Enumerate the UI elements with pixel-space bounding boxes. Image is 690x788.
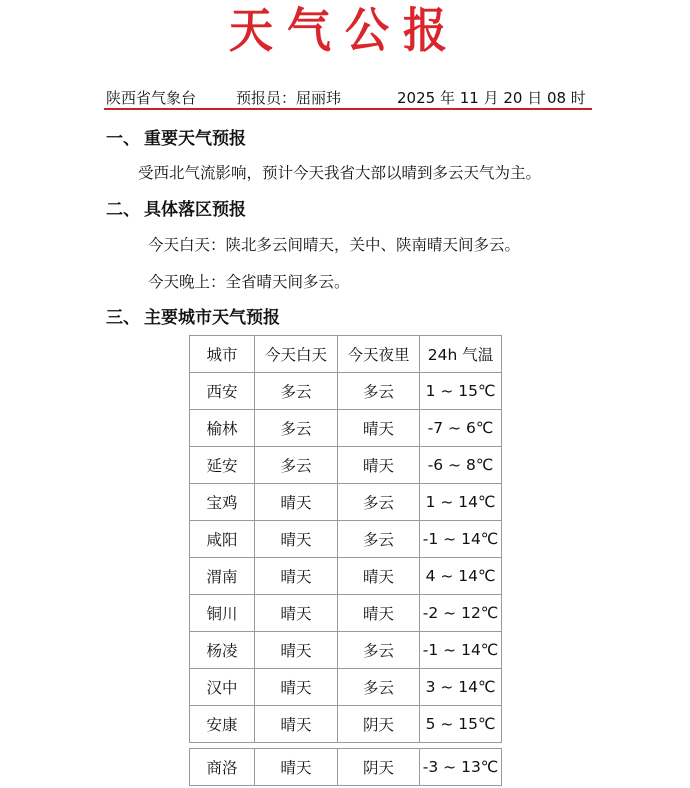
- section-heading-important: [106, 128, 246, 150]
- table-row: [190, 558, 502, 595]
- temperature-range: 4 ~ 14℃: [420, 558, 502, 595]
- issuing-organization: 陕西省气象台: [106, 89, 197, 107]
- issue-datetime: 2025 年 11 月 20 日 08 时: [397, 89, 586, 107]
- night-weather: 多云: [338, 373, 420, 410]
- document-title: 天气公报: [229, 3, 461, 60]
- night-weather: 晴天: [338, 558, 420, 595]
- daytime-weather: 晴天: [255, 706, 338, 743]
- section-heading-area: [106, 199, 246, 221]
- table-row: [190, 373, 502, 410]
- daytime-weather: 晴天: [255, 632, 338, 669]
- important-forecast-text: 受西北气流影响，预计今天我省大部以晴到多云天气为主。: [138, 164, 542, 182]
- city-name: 西安: [190, 373, 255, 410]
- night-weather: 多云: [338, 632, 420, 669]
- temperature-range: 1 ~ 15℃: [420, 373, 502, 410]
- city-name: 榆林: [190, 410, 255, 447]
- header-daytime: 今天白天: [255, 336, 338, 373]
- night-weather: 阴天: [338, 749, 420, 786]
- table-row: [190, 632, 502, 669]
- section-title: 具体落区预报: [144, 200, 246, 220]
- night-weather: 晴天: [338, 447, 420, 484]
- temperature-range: 5 ~ 15℃: [420, 706, 502, 743]
- daytime-weather: 晴天: [255, 521, 338, 558]
- city-name: 杨凌: [190, 632, 255, 669]
- temperature-range: -6 ~ 8℃: [420, 447, 502, 484]
- temperature-range: -7 ~ 6℃: [420, 410, 502, 447]
- table-row: [190, 669, 502, 706]
- city-name: 延安: [190, 447, 255, 484]
- section-title: 重要天气预报: [144, 129, 246, 149]
- temperature-range: -1 ~ 14℃: [420, 632, 502, 669]
- daytime-weather: 多云: [255, 410, 338, 447]
- daytime-weather: 多云: [255, 373, 338, 410]
- table-row: [190, 749, 502, 786]
- table-row: [190, 410, 502, 447]
- temperature-range: -1 ~ 14℃: [420, 521, 502, 558]
- temperature-range: -3 ~ 13℃: [420, 749, 502, 786]
- header-temperature: 24h 气温: [420, 336, 502, 373]
- daytime-weather: 晴天: [255, 669, 338, 706]
- table-row: [190, 484, 502, 521]
- city-name: 商洛: [190, 749, 255, 786]
- night-weather: 晴天: [338, 410, 420, 447]
- city-name: 铜川: [190, 595, 255, 632]
- header-night: 今天夜里: [338, 336, 420, 373]
- city-forecast-table: [189, 335, 502, 743]
- city-name: 汉中: [190, 669, 255, 706]
- temperature-range: -2 ~ 12℃: [420, 595, 502, 632]
- night-weather: 晴天: [338, 595, 420, 632]
- table-row: [190, 447, 502, 484]
- temperature-range: 1 ~ 14℃: [420, 484, 502, 521]
- daytime-weather: 晴天: [255, 484, 338, 521]
- city-name: 宝鸡: [190, 484, 255, 521]
- daytime-forecast-text: 今天白天：陕北多云间晴天，关中、陕南晴天间多云。: [148, 236, 521, 254]
- section-heading-cities: [106, 307, 280, 329]
- header-city: 城市: [190, 336, 255, 373]
- section-number: 一、: [106, 129, 140, 149]
- table-row: [190, 706, 502, 743]
- section-number: 三、: [106, 308, 140, 328]
- night-forecast-text: 今天晚上：全省晴天间多云。: [148, 273, 350, 291]
- section-number: 二、: [106, 200, 140, 220]
- section-title: 主要城市天气预报: [144, 308, 280, 328]
- city-forecast-table-continued: [189, 748, 502, 786]
- city-name: 安康: [190, 706, 255, 743]
- city-name: 咸阳: [190, 521, 255, 558]
- issuer-line: [106, 88, 590, 108]
- table-header-row: [190, 336, 502, 373]
- table-row: [190, 521, 502, 558]
- daytime-weather: 晴天: [255, 595, 338, 632]
- table-row: [190, 595, 502, 632]
- night-weather: 阴天: [338, 706, 420, 743]
- forecaster: 预报员：屈丽玮: [236, 89, 342, 107]
- night-weather: 多云: [338, 669, 420, 706]
- night-weather: 多云: [338, 484, 420, 521]
- header-divider: [104, 108, 592, 110]
- daytime-weather: 晴天: [255, 558, 338, 595]
- daytime-weather: 晴天: [255, 749, 338, 786]
- night-weather: 多云: [338, 521, 420, 558]
- daytime-weather: 多云: [255, 447, 338, 484]
- city-name: 渭南: [190, 558, 255, 595]
- temperature-range: 3 ~ 14℃: [420, 669, 502, 706]
